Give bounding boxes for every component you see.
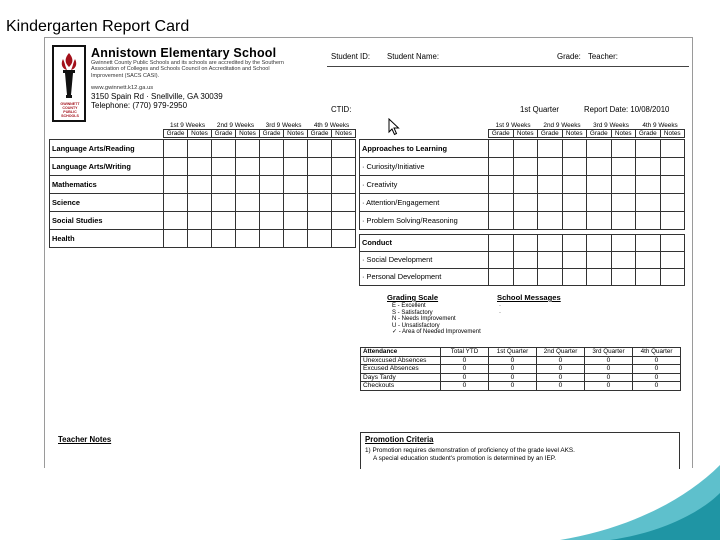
grade-cell[interactable] <box>538 212 563 230</box>
grade-cell[interactable] <box>489 269 514 286</box>
notes-cell[interactable] <box>188 212 212 230</box>
mouse-pointer-icon <box>388 118 400 136</box>
ctid-label: CTID: <box>331 105 352 114</box>
approach-label: · Curiosity/Initiative <box>360 158 489 176</box>
attendance-value: 0 <box>537 356 585 365</box>
conduct-heading: Conduct <box>360 235 489 252</box>
grade-cell[interactable] <box>308 230 332 248</box>
grade-cell[interactable] <box>489 194 514 212</box>
torch-icon <box>54 49 84 101</box>
notes-cell[interactable] <box>513 140 538 158</box>
notes-cell[interactable] <box>562 252 587 269</box>
attendance-value: 0 <box>633 356 681 365</box>
subject-label: Mathematics <box>50 176 164 194</box>
attendance-value: 0 <box>585 356 633 365</box>
col-grade: Grade <box>308 130 332 138</box>
col-notes: Notes <box>660 130 685 138</box>
attendance-value: 0 <box>489 373 537 382</box>
grade-cell[interactable] <box>587 176 612 194</box>
col-notes: Notes <box>611 130 636 138</box>
period-label: 1st 9 Weeks <box>169 122 206 129</box>
notes-cell[interactable] <box>284 194 308 212</box>
grade-cell[interactable] <box>212 158 236 176</box>
notes-cell[interactable] <box>284 140 308 158</box>
notes-cell[interactable] <box>513 176 538 194</box>
period-label: 4th 9 Weeks <box>642 122 678 129</box>
notes-cell[interactable] <box>562 212 587 230</box>
approach-row <box>360 158 685 176</box>
notes-cell[interactable] <box>513 212 538 230</box>
notes-cell[interactable] <box>332 176 356 194</box>
subject-row <box>50 140 356 158</box>
notes-cell[interactable] <box>562 176 587 194</box>
notes-cell[interactable] <box>562 158 587 176</box>
grade-cell[interactable] <box>489 235 514 252</box>
grade-cell[interactable] <box>587 252 612 269</box>
notes-cell[interactable] <box>660 176 685 194</box>
attendance-value: 0 <box>537 373 585 382</box>
attendance-col-header: Total YTD <box>441 348 489 357</box>
period-label: 2nd 9 Weeks <box>216 122 255 129</box>
notes-cell[interactable] <box>611 176 636 194</box>
attendance-value: 0 <box>537 382 585 391</box>
attendance-value: 0 <box>633 373 681 382</box>
grade-cell[interactable] <box>212 212 236 230</box>
grade-cell[interactable] <box>260 230 284 248</box>
col-notes: Notes <box>284 130 308 138</box>
grade-cell[interactable] <box>212 176 236 194</box>
school-messages <box>497 293 561 316</box>
student-id-label: Student ID: <box>331 52 371 61</box>
notes-cell[interactable] <box>611 212 636 230</box>
attendance-label: Checkouts <box>361 382 441 391</box>
promotion-heading: Promotion Criteria <box>365 435 434 444</box>
grade-cell[interactable] <box>538 269 563 286</box>
notes-cell[interactable] <box>284 176 308 194</box>
conduct-grid <box>359 234 685 286</box>
notes-cell[interactable] <box>660 269 685 286</box>
grade-cell[interactable] <box>538 252 563 269</box>
col-grade: Grade <box>260 130 284 138</box>
grade-cell[interactable] <box>538 176 563 194</box>
grade-cell[interactable] <box>587 194 612 212</box>
notes-cell[interactable] <box>562 235 587 252</box>
col-notes: Notes <box>332 130 356 138</box>
notes-cell[interactable] <box>660 252 685 269</box>
conduct-row <box>360 252 685 269</box>
notes-cell[interactable] <box>236 194 260 212</box>
notes-cell[interactable] <box>513 252 538 269</box>
school-name: Annistown Elementary School <box>91 46 277 60</box>
grade-cell[interactable] <box>164 140 188 158</box>
subject-row <box>50 176 356 194</box>
col-notes: Notes <box>513 130 538 138</box>
notes-cell[interactable] <box>332 212 356 230</box>
attendance-value: 0 <box>441 356 489 365</box>
attendance-heading: Attendance <box>361 348 441 357</box>
promotion-line: A special education student's promotion is determined by an IEP. <box>373 454 556 462</box>
grade-cell[interactable] <box>636 140 661 158</box>
notes-cell[interactable] <box>611 269 636 286</box>
grading-scale-item: S - Satisfactory <box>392 309 433 316</box>
attendance-value: 0 <box>585 365 633 374</box>
grade-cell[interactable] <box>636 269 661 286</box>
attendance-label: Excused Absences <box>361 365 441 374</box>
col-grade: Grade <box>164 130 188 138</box>
notes-cell[interactable] <box>660 158 685 176</box>
subject-row <box>50 230 356 248</box>
notes-cell[interactable] <box>611 235 636 252</box>
corner-light-wave <box>560 465 720 540</box>
grade-cell[interactable] <box>164 212 188 230</box>
approaches-heading-row <box>360 140 685 158</box>
grade-cell[interactable] <box>164 158 188 176</box>
approach-row <box>360 194 685 212</box>
attendance-value: 0 <box>537 365 585 374</box>
grade-cell[interactable] <box>489 252 514 269</box>
approaches-grid <box>359 139 685 230</box>
logo-text: GWINNETT COUNTY PUBLIC SCHOOLS <box>60 102 80 118</box>
attendance-col-header: 3rd Quarter <box>585 348 633 357</box>
left-period-header <box>163 122 356 138</box>
grading-scale-item: E - Excellent <box>392 303 426 309</box>
attendance-value: 0 <box>585 373 633 382</box>
approach-label: · Problem Solving/Reasoning <box>360 212 489 230</box>
attendance-value: 0 <box>489 365 537 374</box>
grading-scale-item: U - Unsatisfactory <box>392 322 440 329</box>
quarter-label: 1st Quarter <box>520 105 559 114</box>
grade-cell[interactable] <box>212 230 236 248</box>
grade-cell[interactable] <box>489 158 514 176</box>
attendance-col-header: 1st Quarter <box>489 348 537 357</box>
subject-label: Social Studies <box>50 212 164 230</box>
grade-cell[interactable] <box>636 235 661 252</box>
grade-cell[interactable] <box>587 269 612 286</box>
grade-cell[interactable] <box>636 176 661 194</box>
period-label: 4th 9 Weeks <box>313 122 350 129</box>
grade-cell[interactable] <box>636 252 661 269</box>
grade-cell[interactable] <box>164 230 188 248</box>
right-period-header <box>488 122 685 138</box>
school-messages-heading: School Messages <box>497 293 561 302</box>
notes-cell[interactable] <box>660 140 685 158</box>
teacher-label: Teacher: <box>588 52 618 61</box>
notes-cell[interactable] <box>284 212 308 230</box>
notes-cell[interactable] <box>660 235 685 252</box>
notes-cell[interactable] <box>188 230 212 248</box>
grade-cell[interactable] <box>260 194 284 212</box>
grade-cell[interactable] <box>260 140 284 158</box>
attendance-row <box>361 365 681 374</box>
report-date: Report Date: 10/08/2010 <box>584 105 670 114</box>
grade-cell[interactable] <box>164 194 188 212</box>
grade-cell[interactable] <box>308 194 332 212</box>
approach-row <box>360 176 685 194</box>
school-description: Gwinnett County Public Schools and its schools are accredited by the Southern Association of Colleges and Schools Council on Accreditation and School Improvement (SACS CASI). <box>91 60 284 79</box>
notes-cell[interactable] <box>332 140 356 158</box>
grade-cell[interactable] <box>538 194 563 212</box>
grade-cell[interactable] <box>636 212 661 230</box>
period-label: 1st 9 Weeks <box>495 122 531 129</box>
school-address: 3150 Spain Rd · Snellville, GA 30039 <box>91 92 223 101</box>
notes-cell[interactable] <box>284 158 308 176</box>
notes-cell[interactable] <box>188 194 212 212</box>
attendance-row <box>361 382 681 391</box>
school-logo <box>52 45 86 122</box>
col-notes: Notes <box>562 130 587 138</box>
notes-cell[interactable] <box>188 176 212 194</box>
col-grade: Grade <box>212 130 236 138</box>
notes-cell[interactable] <box>332 158 356 176</box>
notes-cell[interactable] <box>236 158 260 176</box>
grade-cell[interactable] <box>489 176 514 194</box>
attendance-col-header: 4th Quarter <box>633 348 681 357</box>
grade-cell[interactable] <box>636 194 661 212</box>
corner-decoration <box>0 465 720 540</box>
col-grade: Grade <box>489 130 514 138</box>
notes-cell[interactable] <box>332 194 356 212</box>
attendance-value: 0 <box>441 365 489 374</box>
approach-row <box>360 212 685 230</box>
grade-cell[interactable] <box>164 176 188 194</box>
header-divider <box>327 66 689 67</box>
subject-row <box>50 212 356 230</box>
notes-cell[interactable] <box>660 194 685 212</box>
student-name-label: Student Name: <box>387 52 440 61</box>
approaches-heading: Approaches to Learning <box>360 140 489 158</box>
grading-scale <box>374 293 504 336</box>
notes-cell[interactable] <box>513 194 538 212</box>
period-label: 2nd 9 Weeks <box>543 122 581 129</box>
notes-cell[interactable] <box>188 158 212 176</box>
approach-label: · Creativity <box>360 176 489 194</box>
grade-label: Grade: <box>557 52 581 61</box>
slide-title: Kindergarten Report Card <box>6 18 190 35</box>
attendance-col-header: 2nd Quarter <box>537 348 585 357</box>
school-message-item: · <box>499 309 501 316</box>
notes-cell[interactable] <box>611 158 636 176</box>
subject-row <box>50 158 356 176</box>
attendance-value: 0 <box>633 365 681 374</box>
promotion-criteria <box>360 432 680 469</box>
grade-cell[interactable] <box>587 235 612 252</box>
conduct-label: · Personal Development <box>360 269 489 286</box>
notes-cell[interactable] <box>513 235 538 252</box>
attendance-label: Days Tardy <box>361 373 441 382</box>
grade-cell[interactable] <box>636 158 661 176</box>
period-label: 3rd 9 Weeks <box>265 122 302 129</box>
grade-cell[interactable] <box>260 176 284 194</box>
subject-label: Science <box>50 194 164 212</box>
attendance-value: 0 <box>441 373 489 382</box>
notes-cell[interactable] <box>284 230 308 248</box>
subject-row <box>50 194 356 212</box>
grade-cell[interactable] <box>308 176 332 194</box>
notes-cell[interactable] <box>188 140 212 158</box>
grading-scale-heading: Grading Scale <box>387 293 439 302</box>
grade-cell[interactable] <box>538 140 563 158</box>
attendance-header-row <box>361 348 681 357</box>
grading-scale-item: ✓ - Area of Needed Improvement <box>392 329 481 336</box>
col-notes: Notes <box>236 130 260 138</box>
grade-cell[interactable] <box>587 140 612 158</box>
conduct-heading-row <box>360 235 685 252</box>
attendance-value: 0 <box>489 382 537 391</box>
period-label: 3rd 9 Weeks <box>593 122 629 129</box>
notes-cell[interactable] <box>332 230 356 248</box>
grade-cell[interactable] <box>587 158 612 176</box>
report-card <box>44 37 693 468</box>
grade-cell[interactable] <box>212 194 236 212</box>
promotion-line: 1) Promotion requires demonstration of proficiency of the grade level AKS. <box>365 447 575 454</box>
grading-scale-item: N - Needs Improvement <box>392 316 456 323</box>
notes-cell[interactable] <box>236 176 260 194</box>
subject-label: Language Arts/Writing <box>50 158 164 176</box>
attendance-row <box>361 356 681 365</box>
notes-cell[interactable] <box>660 212 685 230</box>
attendance-value: 0 <box>633 382 681 391</box>
col-notes: Notes <box>188 130 212 138</box>
attendance-value: 0 <box>489 356 537 365</box>
notes-cell[interactable] <box>236 140 260 158</box>
attendance-table <box>360 347 681 391</box>
notes-cell[interactable] <box>236 212 260 230</box>
attendance-row <box>361 373 681 382</box>
notes-cell[interactable] <box>236 230 260 248</box>
grade-cell[interactable] <box>308 140 332 158</box>
attendance-label: Unexcused Absences <box>361 356 441 365</box>
notes-cell[interactable] <box>611 252 636 269</box>
attendance-value: 0 <box>585 382 633 391</box>
grade-cell[interactable] <box>308 158 332 176</box>
notes-cell[interactable] <box>611 194 636 212</box>
col-grade: Grade <box>636 130 661 138</box>
conduct-label: · Social Development <box>360 252 489 269</box>
notes-cell[interactable] <box>513 158 538 176</box>
approach-label: · Attention/Engagement <box>360 194 489 212</box>
notes-cell[interactable] <box>513 269 538 286</box>
corner-dark-wave <box>610 493 720 540</box>
grade-cell[interactable] <box>212 140 236 158</box>
teacher-notes-heading: Teacher Notes <box>58 435 112 444</box>
grade-cell[interactable] <box>489 140 514 158</box>
subject-label: Health <box>50 230 164 248</box>
notes-cell[interactable] <box>611 140 636 158</box>
notes-cell[interactable] <box>562 140 587 158</box>
conduct-row <box>360 269 685 286</box>
school-website: www.gwinnett.k12.ga.us <box>91 85 154 91</box>
subjects-grid <box>49 139 356 248</box>
school-message-item: · <box>499 303 501 309</box>
attendance-value: 0 <box>441 382 489 391</box>
subject-label: Language Arts/Reading <box>50 140 164 158</box>
col-grade: Grade <box>538 130 563 138</box>
col-grade: Grade <box>587 130 612 138</box>
grade-cell[interactable] <box>538 158 563 176</box>
grade-cell[interactable] <box>489 212 514 230</box>
notes-cell[interactable] <box>562 194 587 212</box>
grade-cell[interactable] <box>587 212 612 230</box>
grade-cell[interactable] <box>260 212 284 230</box>
grade-cell[interactable] <box>308 212 332 230</box>
notes-cell[interactable] <box>562 269 587 286</box>
school-phone: Telephone: (770) 979-2950 <box>91 101 188 110</box>
grade-cell[interactable] <box>538 235 563 252</box>
grade-cell[interactable] <box>260 158 284 176</box>
